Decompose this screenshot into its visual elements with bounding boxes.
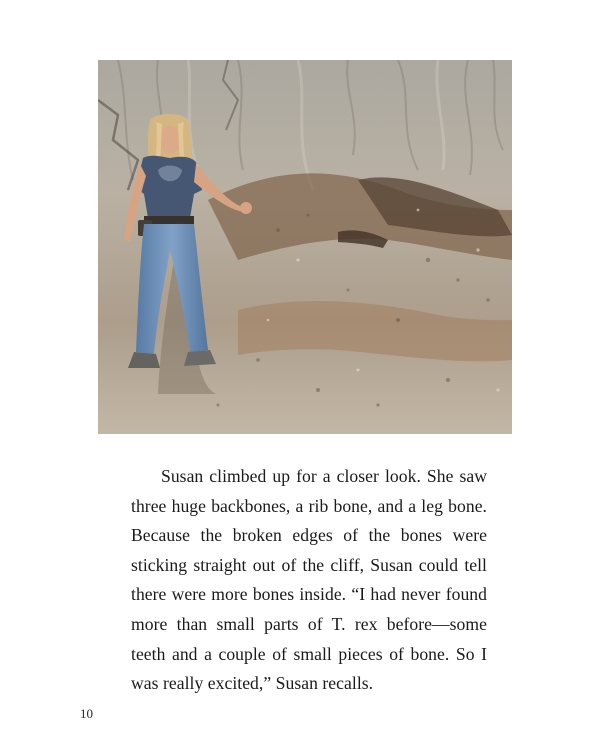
page-number: 10 xyxy=(80,706,93,721)
body-paragraph: Susan climbed up for a closer look. She saw three huge backbones, a rib bone, and a leg bone. Because the broken edges of the bones were sticking straight out of the cliff, Susan could tell there were more bones inside. “I had never found more than small parts of T. rex before—some teeth and a couple of small pieces of bone. So I was really excited,” Susan recalls. xyxy=(131,466,487,694)
cliff-photo xyxy=(98,60,512,434)
cliff-photo-illustration xyxy=(98,60,512,434)
